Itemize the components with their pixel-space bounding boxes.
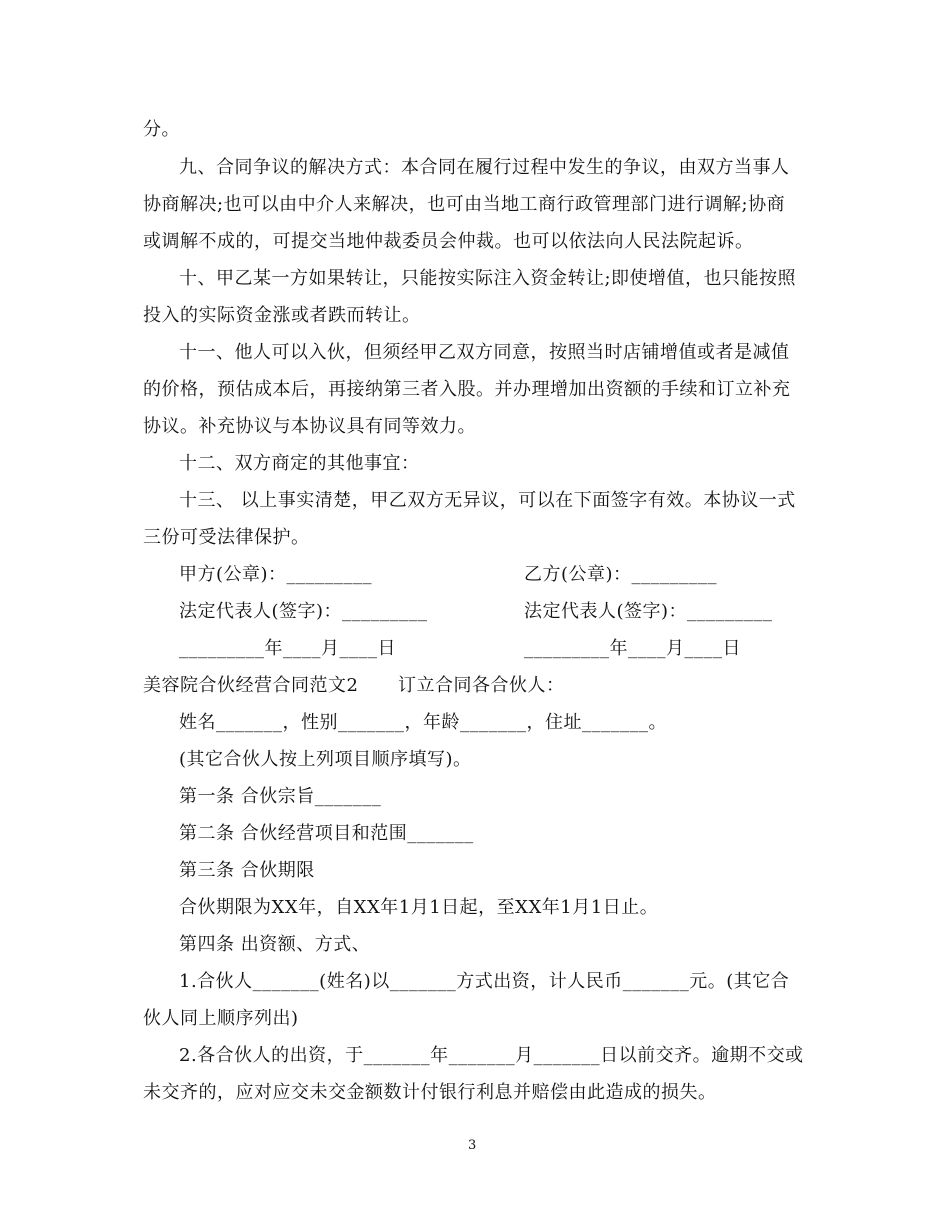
paragraph-line: 十、甲乙某一方如果转让，只能按实际注入资金转让;即使增值，也只能按照 (179, 268, 797, 289)
paragraph-line: 或调解不成的，可提交当地仲裁委员会仲裁。也可以依法向人民法院起诉。 (143, 231, 754, 252)
party-a-date-field: _________年____月____日 (179, 638, 396, 659)
paragraph-line: 未交齐的，应对应交未交金额数计付银行利息并赔偿由此造成的损失。 (143, 1082, 717, 1103)
paragraph-line: 九、合同争议的解决方式：本合同在履行过程中发生的争议，由双方当事人 (179, 157, 790, 178)
paragraph-line: 分。 (143, 119, 180, 140)
paragraph-line: 十二、双方商定的其他事宜： (179, 453, 420, 474)
paragraph-line: 第一条 合伙宗旨_______ (179, 786, 382, 807)
paragraph-line: 第四条 出资额、方式、 (179, 934, 371, 955)
party-b-representative-field: 法定代表人(签字)：_________ (524, 601, 773, 622)
paragraph-line: 投入的实际资金涨或者跌而转让。 (143, 305, 421, 326)
paragraph-line: 姓名_______，性别_______，年龄_______，住址_______。 (179, 712, 667, 733)
party-b-date-field: _________年____月____日 (524, 638, 741, 659)
paragraph-line: 第二条 合伙经营项目和范围_______ (179, 823, 474, 844)
paragraph-line: 2.各合伙人的出资，于_______年_______月_______日以前交齐。逾期不交或 (179, 1045, 804, 1066)
section-intro: 订立合同各合伙人： (398, 675, 565, 696)
paragraph-line: 十一、他人可以入伙，但须经甲乙双方同意，按照当时店铺增值或者是减值 (179, 342, 790, 363)
paragraph-line: 1.合伙人_______(姓名)以_______方式出资，计人民币_______元。(其它合 (179, 971, 790, 992)
paragraph-line: 协商解决;也可以由中介人来解决，也可由当地工商行政管理部门进行调解;协商 (143, 194, 786, 215)
party-a-representative-field: 法定代表人(签字)：_________ (179, 601, 428, 622)
paragraph-line: 协议。补充协议与本协议具有同等效力。 (143, 416, 476, 437)
party-b-seal-field: 乙方(公章)：_________ (524, 564, 718, 585)
paragraph-line: 合伙期限为XX年，自XX年1月1日起，至XX年1月1日止。 (179, 897, 659, 918)
paragraph-line: 伙人同上顺序列出) (143, 1008, 299, 1029)
section-heading: 美容院合伙经营合同范文2 (143, 675, 359, 696)
party-a-seal-field: 甲方(公章)：_________ (179, 564, 373, 585)
paragraph-line: 第三条 合伙期限 (179, 860, 315, 881)
paragraph-line: (其它合伙人按上列项目顺序填写)。 (179, 749, 472, 770)
paragraph-line: 三份可受法律保护。 (143, 527, 310, 548)
page-number: 3 (468, 1138, 477, 1153)
paragraph-line: 的价格，预估成本后，再接纳第三者入股。并办理增加出资额的手续和订立补充 (143, 379, 791, 400)
paragraph-line: 十三、 以上事实清楚，甲乙双方无异议，可以在下面签字有效。本协议一式 (179, 490, 796, 511)
